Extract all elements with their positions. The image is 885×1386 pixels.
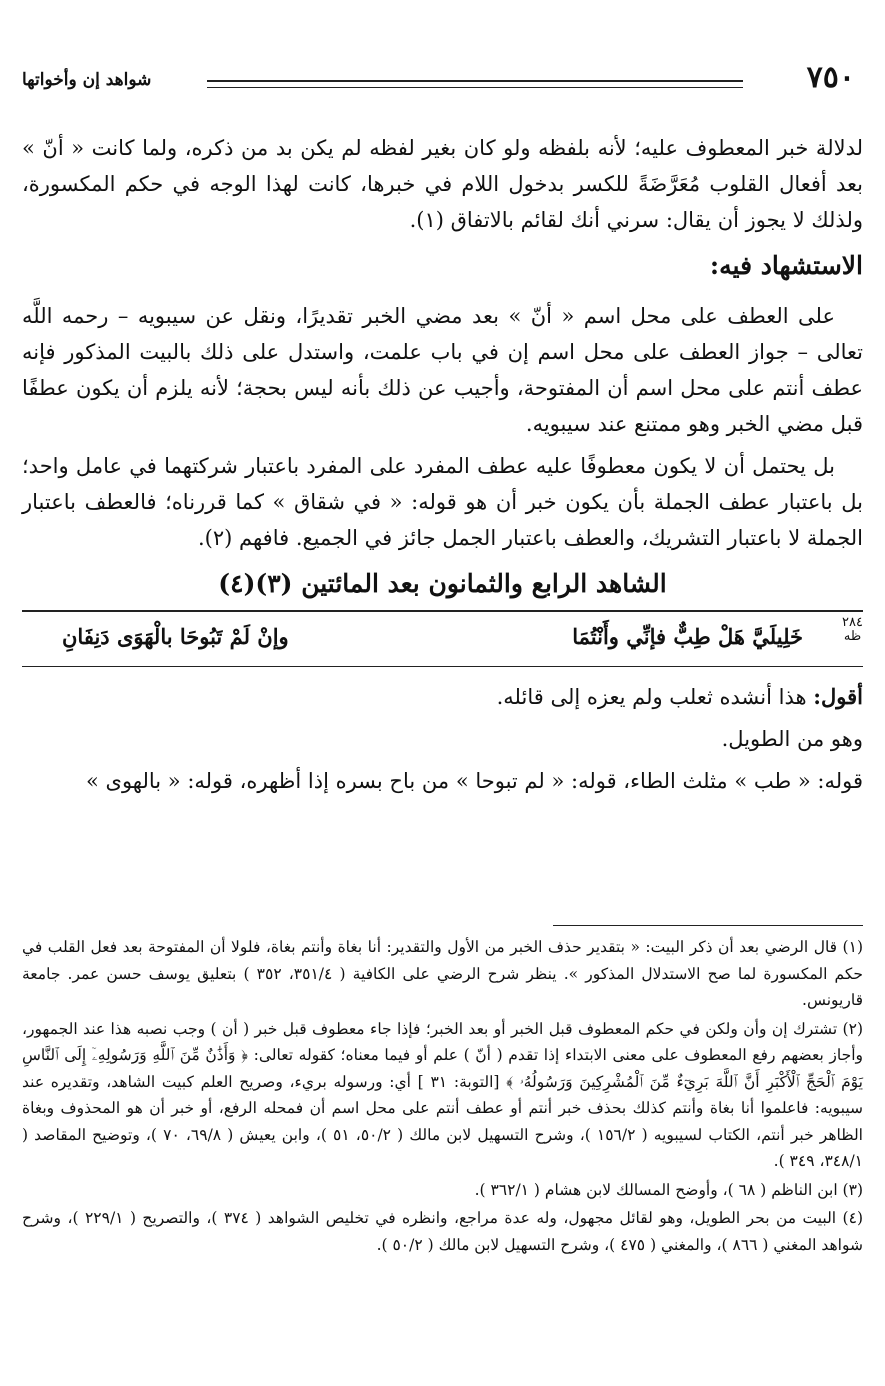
footnote-2: (٢) تشترك إن وأن ولكن في حكم المعطوف قبل الخبر أو بعد الخبر؛ فإذا جاء معطوف قبل خبر ( أن ) وجب نصبه هذا عند الجمهور، وأجاز بعضهم رفع المعطوف على معنى الابتداء إذا تقدم ( أنّ ) علم أو فيما معناه؛ كقوله تعالى: ﴿ وَأَذَٰنٌ مِّنَ ٱللَّهِ وَرَسُولِهِۦٓ إِلَى ٱلنَّاسِ يَوْمَ ٱلْحَجِّ ٱلْأَكْبَرِ أَنَّ ٱللَّهَ بَرِيٓءٌ مِّنَ ٱلْمُشْرِكِينَ وَرَسُولُهُۥ ﴾ [التوبة: ٣١ ] أي: ورسوله بريء، وصريح العلم كبيت الشاهد، وتقديره عند سيبويه: فاعلموا أنا بغاة وأنتم كذلك بحذف خبر أنتم أو عطف أنتم على محل اسم أن فمحله الرفع، أو خبر أن هو المحذوف وبغاة الظاهر خبر أنتم، الكتاب لسيبويه ( ١٥٦/٢ )، وشرح التسهيل لابن مالك ( ٥٠/٢، ٥١ )، وابن يعيش ( ٦٩/٨، ٧٠ )، وتوضيح المقاصد ( ٣٤٨/١، ٣٤٩ ).	[22, 1019, 863, 1170]
paragraph-1: لدلالة خبر المعطوف عليه؛ لأنه بلفظه ولو كان بغير لفظه لم يكن بد من ذكره، ولما كانت « أنّ » بعد أفعال القلوب مُعَرَّضَةً للكسر بدخول اللام في خبرها، كانت لهذا الوجه في حكم المكسورة، ولذلك لا يجوز أن يقال: سرني أنك لقائم بالاتفاق (١).	[22, 136, 863, 232]
paragraph-3: بل يحتمل أن لا يكون معطوفًا عليه عطف المفرد على المفرد باعتبار شركتهما في عامل واحد؛ بل باعتبار عطف الجملة بأن يكون خبر أن هو قوله: « في شقاق » كما قررناه؛ فالعطف باعتبار الجملة لا باعتبار التشريك، والعطف باعتبار الجمل جائز في الجميع. فافهم (٢).	[22, 454, 863, 550]
header-rule	[207, 80, 743, 88]
paragraph-5: وهو من الطويل.	[721, 727, 863, 751]
main-text	[22, 130, 863, 805]
running-title: شواهد إن وأخواتها	[22, 70, 152, 90]
footnote-1: (١) قال الرضي بعد أن ذكر البيت: « بتقدير حذف الخبر من الأول والتقدير: أنا بغاة وأنتم بغاة، فلولا أن المفتوحة بعد فعل القلب في حكم المكسورة لما صح الاستدلال المذكور ». ينظر شرح الرضي على الكافية ( ٣٥١/٤، ٣٥٢ ) بتعليق يوسف حسن عمر. جامعة قاريونس.	[22, 938, 863, 1009]
paragraph-4	[22, 679, 863, 715]
page-header	[22, 58, 863, 98]
footnote-3: (٣) ابن الناظم ( ٦٨ )، وأوضح المسالك لابن هشام ( ٣٦٢/١ ).	[474, 1180, 863, 1199]
verse-number-value: ٢٨٤	[842, 615, 863, 630]
verse-box	[22, 610, 863, 667]
paragraph-4-label: أقول:	[813, 684, 863, 709]
verse-sign: ظه	[843, 629, 862, 644]
verse-hemistich-1: خَلِيلَيَّ هَلْ طِبٌّ فإنِّي وأَنْتُمَا	[572, 624, 803, 649]
page-number: ٧٥٠	[806, 60, 855, 95]
paragraph-2: على العطف على محل اسم « أنّ » بعد مضي الخبر تقديرًا، ونقل عن سيبويه – رحمه اللَّه تعالى – جواز العطف على محل اسم إن في باب علمت، واستدل على ذلك بالبيت المذكور فإنه عطف أنتم على محل اسم أن المفتوحة، وأجيب عن ذلك بأنه ليس بحجة؛ لأنه يلزم أن يكون عطفًا قبل مضي الخبر وهو ممتنع عند سيبويه.	[22, 304, 863, 436]
witness-title: الشاهد الرابع والثمانون بعد المائتين (٣)(٤)	[218, 569, 667, 598]
verse-hemistich-2: وإنْ لَمْ تَبُوحَا بالْهَوَى دَنِفَانِ	[62, 624, 289, 649]
paragraph-4-text: هذا أنشده ثعلب ولم يعزه إلى قائله.	[496, 685, 807, 709]
footnotes	[22, 934, 863, 1260]
footnote-4: (٤) البيت من بحر الطويل، وهو لقائل مجهول، وله عدة مراجع، وانظره في تخليص الشواهد ( ٣٧٤ )، والتصريح ( ٢٢٩/١ )، وشرح شواهد المغني ( ٨٦٦ )، والمغني ( ٤٧٥ )، وشرح التسهيل لابن مالك ( ٥٠/٢ ).	[22, 1209, 863, 1254]
section-subheading: الاستشهاد فيه:	[709, 251, 863, 280]
paragraph-6: قوله: « طب » مثلث الطاء، قوله: « لم تبوحا » من باح بسره إذا أظهره، قوله: « بالهوى »	[86, 769, 863, 793]
footnote-rule	[553, 925, 863, 926]
verse-number	[842, 616, 863, 644]
